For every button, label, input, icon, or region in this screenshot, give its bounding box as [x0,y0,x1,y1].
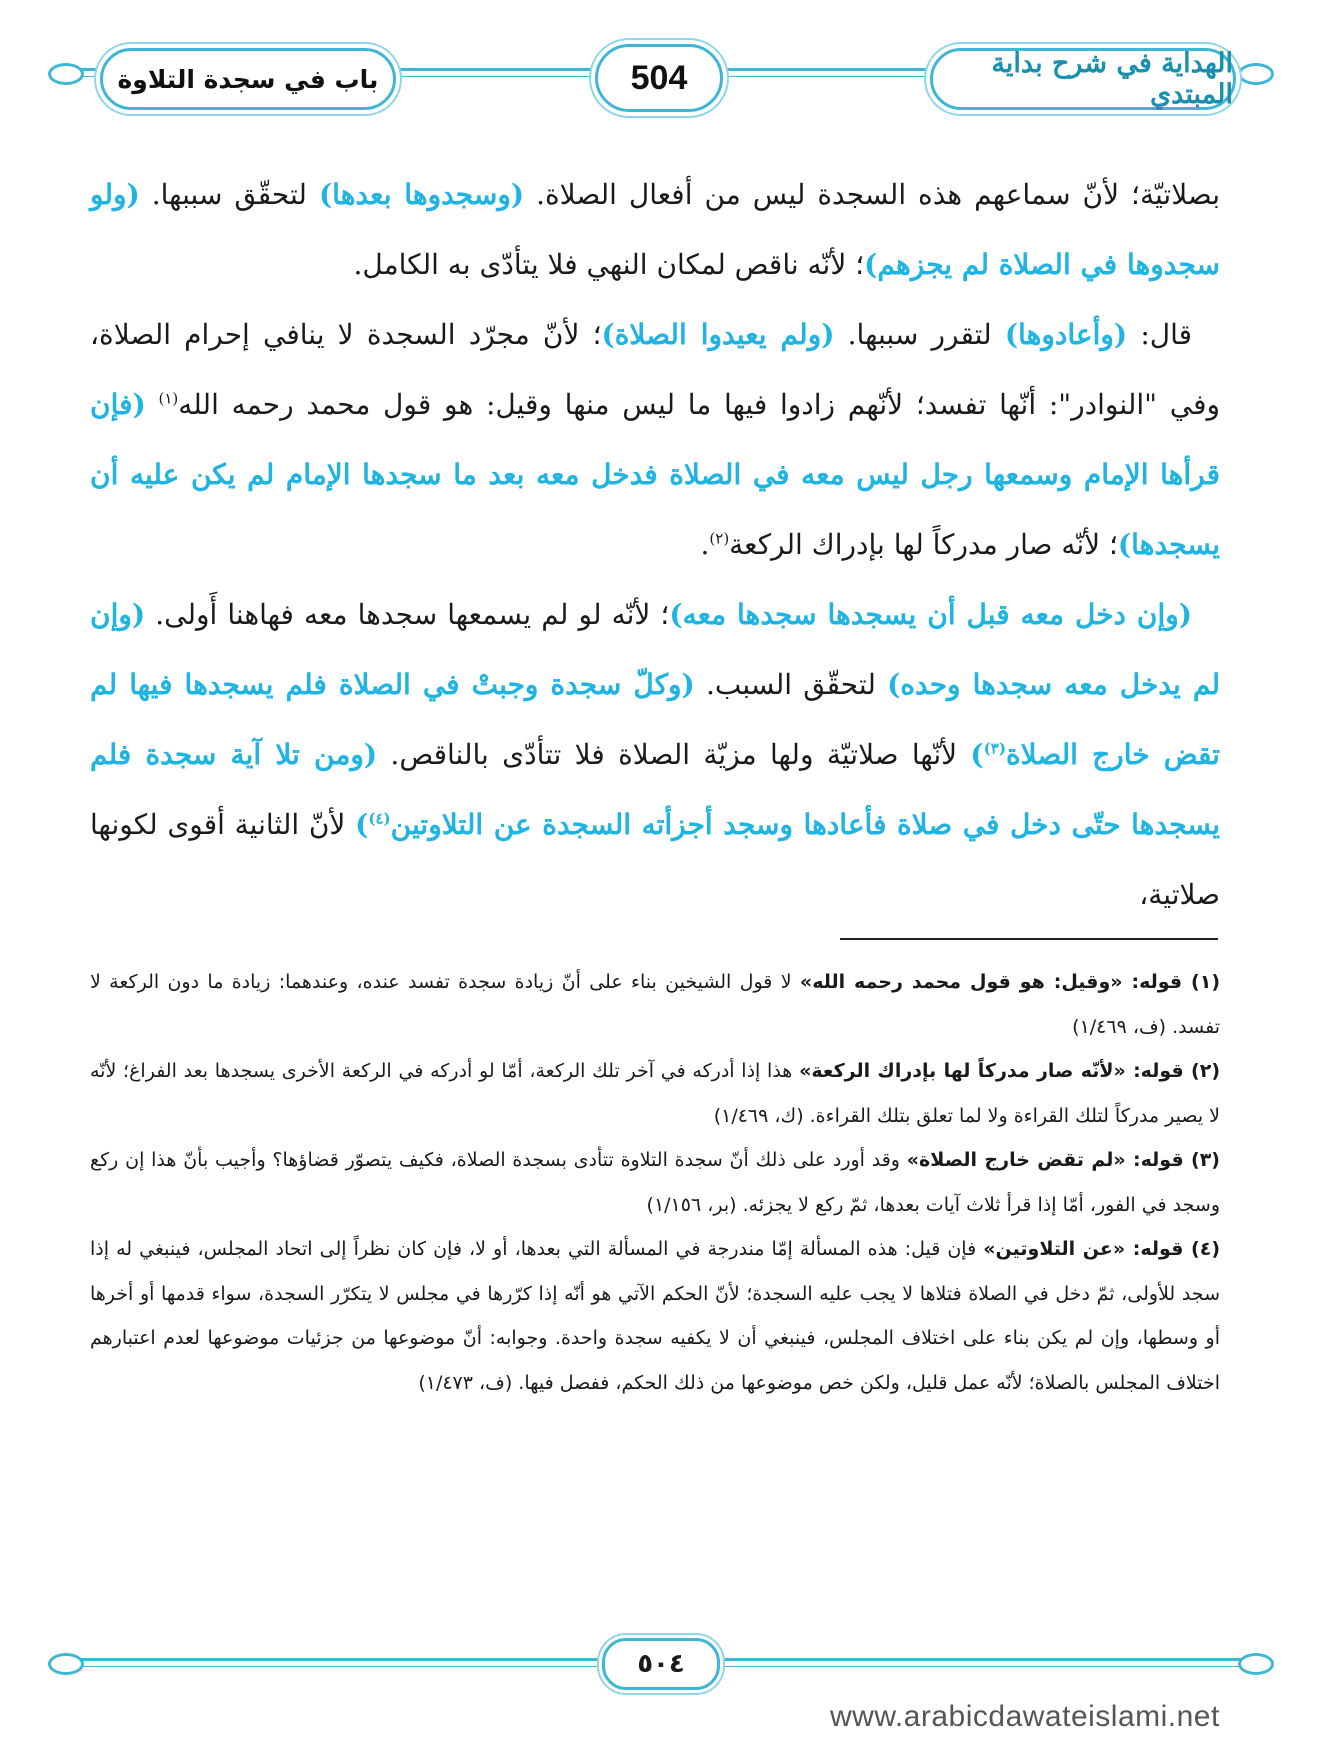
footnote-4 [90,1227,1220,1405]
text [146,388,159,421]
text: بصلاتيّة؛ لأنّ سماعهم هذه السجدة ليس من أفعال الصلاة. [524,178,1220,211]
text: قال: [1127,318,1193,351]
matn-quote: (وأعادوها) [1004,318,1128,351]
text: ؛ لأنّه صار مدركاً لها بإدراك الركعة [729,528,1118,561]
matn-quote: (وإن لم يدخل معه سجدها وحده) [90,598,1221,701]
text: ؛ لأنّه ناقص لمكان النهي فلا يتأدّى به الكامل. [353,248,865,281]
ornament-right-icon [1238,63,1274,85]
footnote-text: هذا إذا أدركه في آخر تلك الركعة، أمّا لو أدركه في الركعة الأخرى يسجدها بعد الفراغ؛ لأنّه لا يصير مدركاً لتلك القراءة ولا لما تعلق بتلك القراءة. (ك، ١/٤٦٩) [90,1060,1220,1127]
footnote-ref[interactable]: (٤) [368,809,391,828]
matn-quote: (وكلّ سجدة وجبتْ في الصلاة فلم يسجدها فيها لم تقض خارج الصلاة [90,668,1220,771]
footnote-1 [90,960,1220,1049]
text: لأنّ الثانية أقوى لكونها صلاتية، [90,808,1220,911]
chapter-title-frame [100,48,396,110]
paragraph-2 [90,300,1220,580]
paragraph-1 [90,160,1220,300]
paragraph-3 [90,580,1220,930]
matn-quote: ) [355,808,369,841]
matn-quote: (ولو سجدوها في الصلاة لم يجزهم) [90,178,1220,281]
footnote-lead: (٣) قوله: «لم تقض خارج الصلاة» [906,1149,1220,1171]
book-title: الهداية في شرح بداية المبتدي [991,48,1233,110]
book-title-frame [930,48,1236,110]
footer-page-number-frame [602,1638,720,1690]
footnote-lead: (٤) قوله: «عن التلاوتين» [983,1238,1220,1260]
matn-quote: ) [970,738,984,771]
matn-quote: (وسجدوها بعدها) [318,178,525,211]
page-header [40,38,1280,118]
ornament-left-icon [48,1653,84,1675]
text: لأنّها صلاتيّة ولها مزيّة الصلاة فلا تتأدّى بالناقص. [377,738,971,771]
footnote-2 [90,1049,1220,1138]
page-footer [40,1638,1280,1688]
footnote-text: فإن قيل: هذه المسألة إمّا مندرجة في المسألة التي بعدها، أو لا، فإن كان نظراً إلى اتحاد المجلس، فينبغي له إذا سجد للأولى، ثمّ دخل في الصلاة فتلاها لا يجب عليه السجدة؛ لأنّ الحكم الآتي هو أنّه إذا كرّرها في مجلس لا يتكرّر السجدة، سواء قدمها أو أخرها أو وسطها، وإن لم يكن بناء على اختلاف المجلس، فينبغي أن لا يكفيه سجدة واحدة. وجوابه: أنّ موضوعها من جزئيات موضوعها لعدم اعتبارهم اختلاف المجلس بالصلاة؛ لأنّه عمل قليل، ولكن خص موضوعها من ذلك الحكم، ففصل فيها. (ف، ١/٤٧٣) [90,1238,1220,1394]
matn-quote: (فإن قرأها الإمام وسمعها رجل ليس معه في الصلاة فدخل معه بعد ما سجدها الإمام لم يكن عليه أن يسجدها) [90,388,1220,561]
page-number-frame [595,44,723,112]
footnote-text: وقد أورد على ذلك أنّ سجدة التلاوة تتأدى بسجدة الصلاة، فكيف يتصوّر قضاؤها؟ وأجيب بأنّ هذا إن ركع وسجد في الفور، أمّا إذا قرأ ثلاث آيات بعدها، ثمّ ركع لا يجزئه. (بر، ١/١٥٦) [90,1149,1220,1216]
text: لتقرر سببها. [834,318,1005,351]
footnote-text: لا قول الشيخين بناء على أنّ زيادة سجدة تفسد عنده، وعندهما: زيادة ما دون الركعة لا تفسد. (ف، ١/٤٦٩) [90,971,1220,1038]
footnote-ref[interactable]: (٣) [983,739,1006,758]
text: لتحقّق سببها. [139,178,319,211]
footnotes [90,960,1220,1405]
text: ؛ لأنّه لو لم يسمعها سجدها معه فهاهنا أَولى. [145,598,670,631]
footnote-lead: (١) قوله: «وقيل: هو قول محمد رحمه الله» [799,971,1220,993]
text: . [700,528,710,561]
chapter-title: باب في سجدة التلاوة [117,64,379,94]
footnote-ref[interactable]: (١) [158,389,179,408]
ornament-left-icon [48,63,84,85]
footnote-lead: (٢) قوله: «لأنّه صار مدركاً لها بإدراك الركعة» [799,1060,1220,1082]
text: ؛ لأنّ مجرّد السجدة لا ينافي إحرام الصلاة، وفي "النوادر": أنّها تفسد؛ لأنّهم زادوا فيها ما ليس منها وقيل: هو قول محمد رحمه الله [90,318,1221,421]
footnote-separator [840,938,1218,940]
footer-page-number: ٥٠٤ [637,1649,685,1679]
ornament-right-icon [1238,1653,1274,1675]
page-number: 504 [630,58,688,97]
website-link[interactable]: www.arabicdawateislami.net [830,1700,1220,1733]
text: لتحقّق السبب. [694,668,888,701]
matn-quote: (ومن تلا آية سجدة فلم يسجدها حتّى دخل في صلاة فأعادها وسجد أجزأته السجدة عن التلاوتين [90,738,1220,841]
footnote-3 [90,1138,1220,1227]
main-text [90,160,1220,930]
footnote-ref[interactable]: (٢) [709,529,730,548]
matn-quote: (وإن دخل معه قبل أن يسجدها سجدها معه) [669,598,1192,631]
matn-quote: (ولم يعيدوا الصلاة) [601,318,835,351]
